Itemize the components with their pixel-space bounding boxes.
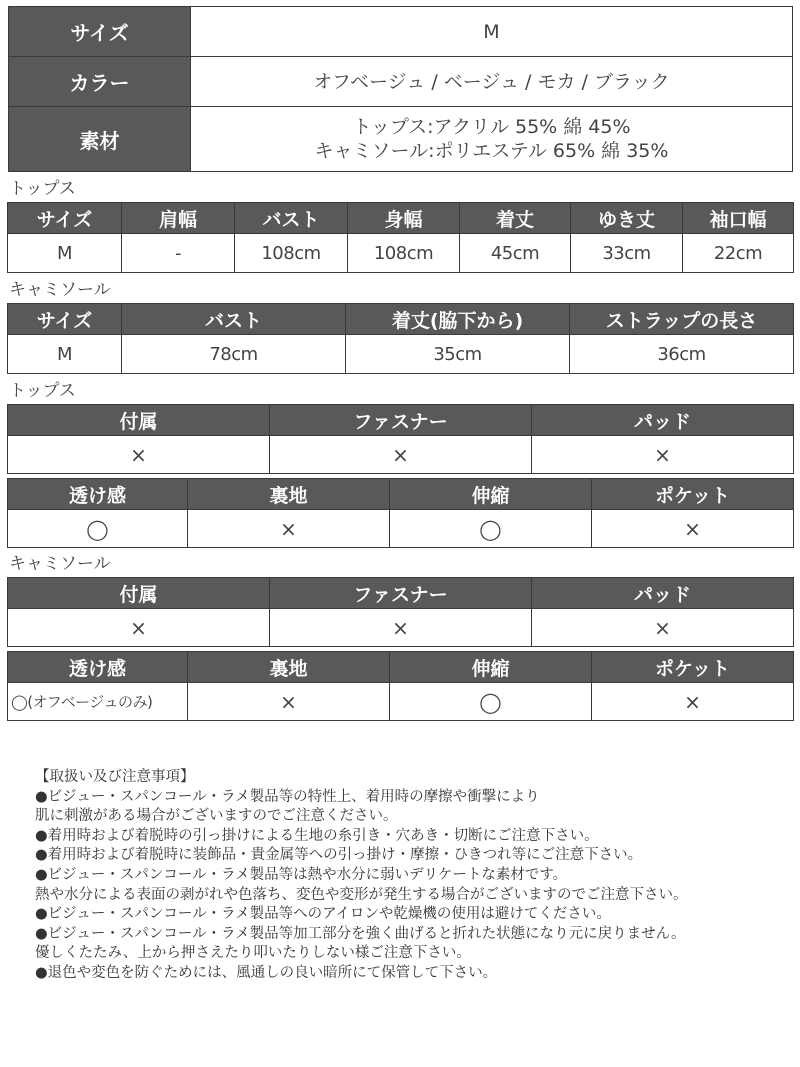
tops-zipper-header: ファスナー xyxy=(270,405,532,436)
care-note-line: ●退色や変色を防ぐためには、風通しの良い暗所にて保管して下さい。 xyxy=(35,964,498,981)
tops-bust-header: バスト xyxy=(235,203,348,234)
tops-size-value: M xyxy=(8,234,122,273)
care-notes xyxy=(35,768,688,984)
care-note-line: 熱や水分による表面の剥がれや色落ち、変色や変形が発生する場合がございますのでご注意下さい。 xyxy=(35,886,688,903)
cami-length-value: 35cm xyxy=(346,335,570,374)
tops-accessory-value: × xyxy=(8,436,270,474)
tops-lining-value: × xyxy=(188,510,390,548)
color-value: オフベージュ / ベージュ / モカ / ブラック xyxy=(191,57,793,107)
tops-accessory-header: 付属 xyxy=(8,405,270,436)
tops-attrs-table-2 xyxy=(7,478,794,548)
tops-pad-value: × xyxy=(532,436,794,474)
tops-size-header: サイズ xyxy=(8,203,122,234)
tops-size-section-label: トップス xyxy=(9,179,76,199)
cami-size-table xyxy=(7,303,794,374)
cami-lining-header: 裏地 xyxy=(188,652,390,683)
size-value: M xyxy=(191,7,793,57)
tops-stretch-value: ◯ xyxy=(390,510,592,548)
cami-stretch-value: ◯ xyxy=(390,683,592,721)
tops-sheer-value: ◯ xyxy=(8,510,188,548)
tops-sleeve-header: ゆき丈 xyxy=(571,203,683,234)
tops-stretch-header: 伸縮 xyxy=(390,479,592,510)
cami-attrs-table-2 xyxy=(7,651,794,721)
care-notes-heading: 【取扱い及び注意事項】 xyxy=(35,769,195,785)
cami-pocket-value: × xyxy=(592,683,794,721)
care-note-line: 優しくたたみ、上から押さえたり叩いたりしない様ご注意下さい。 xyxy=(35,945,471,962)
tops-length-header: 着丈 xyxy=(460,203,571,234)
tops-attrs-table-1 xyxy=(7,404,794,474)
cami-pad-header: パッド xyxy=(532,578,794,609)
tops-shoulder-header: 肩幅 xyxy=(122,203,235,234)
cami-bust-header: バスト xyxy=(122,304,346,335)
cami-sheer-value: ◯(オフベージュのみ) xyxy=(8,683,188,721)
cami-length-header: 着丈(脇下から) xyxy=(346,304,570,335)
cami-attrs-section-label: キャミソール xyxy=(9,554,111,574)
size-label: サイズ xyxy=(9,7,191,57)
tops-width-header: 身幅 xyxy=(348,203,460,234)
summary-table xyxy=(8,6,793,172)
tops-pocket-value: × xyxy=(592,510,794,548)
cami-zipper-value: × xyxy=(270,609,532,647)
cami-strap-value: 36cm xyxy=(570,335,794,374)
tops-attrs-section-label: トップス xyxy=(9,381,76,401)
care-note-line: ●着用時および着脱時に装飾品・貴金属等への引っ掛け・摩擦・ひきつれ等にご注意下さい。 xyxy=(35,847,643,864)
tops-cuff-header: 袖口幅 xyxy=(683,203,794,234)
cami-stretch-header: 伸縮 xyxy=(390,652,592,683)
material-value xyxy=(191,107,793,172)
care-note-line: 肌に刺激がある場合がございますのでご注意ください。 xyxy=(35,808,398,825)
cami-pad-value: × xyxy=(532,609,794,647)
tops-cuff-value: 22cm xyxy=(683,234,794,273)
care-note-line: ●ビジュー・スパンコール・ラメ製品等へのアイロンや乾燥機の使用は避けてください。 xyxy=(35,906,611,923)
tops-bust-value: 108cm xyxy=(235,234,348,273)
cami-lining-value: × xyxy=(188,683,390,721)
tops-size-table xyxy=(7,202,794,273)
tops-sleeve-value: 33cm xyxy=(571,234,683,273)
cami-attrs-table-1 xyxy=(7,577,794,647)
tops-shoulder-value: - xyxy=(122,234,235,273)
tops-pocket-header: ポケット xyxy=(592,479,794,510)
cami-size-header: サイズ xyxy=(8,304,122,335)
care-note-line: ●着用時および着脱時の引っ掛けによる生地の糸引き・穴あき・切断にご注意下さい。 xyxy=(35,827,599,844)
care-note-line: ●ビジュー・スパンコール・ラメ製品等は熱や水分に弱いデリケートな素材です。 xyxy=(35,866,568,883)
cami-size-section-label: キャミソール xyxy=(9,280,111,300)
cami-accessory-value: × xyxy=(8,609,270,647)
cami-size-value: M xyxy=(8,335,122,374)
material-line-tops: トップス:アクリル 55% 綿 45% xyxy=(352,116,631,138)
cami-accessory-header: 付属 xyxy=(8,578,270,609)
tops-width-value: 108cm xyxy=(348,234,460,273)
cami-bust-value: 78cm xyxy=(122,335,346,374)
tops-pad-header: パッド xyxy=(532,405,794,436)
care-note-line: ●ビジュー・スパンコール・ラメ製品等の特性上、着用時の摩擦や衝撃により xyxy=(35,788,540,805)
cami-sheer-header: 透け感 xyxy=(8,652,188,683)
tops-zipper-value: × xyxy=(270,436,532,474)
color-label: カラー xyxy=(9,57,191,107)
material-line-cami: キャミソール:ポリエステル 65% 綿 35% xyxy=(314,140,669,162)
cami-zipper-header: ファスナー xyxy=(270,578,532,609)
cami-pocket-header: ポケット xyxy=(592,652,794,683)
cami-strap-header: ストラップの長さ xyxy=(570,304,794,335)
tops-length-value: 45cm xyxy=(460,234,571,273)
care-note-line: ●ビジュー・スパンコール・ラメ製品等加工部分を強く曲げると折れた状態になり元に戻りません。 xyxy=(35,925,686,942)
material-label: 素材 xyxy=(9,107,191,172)
tops-lining-header: 裏地 xyxy=(188,479,390,510)
tops-sheer-header: 透け感 xyxy=(8,479,188,510)
